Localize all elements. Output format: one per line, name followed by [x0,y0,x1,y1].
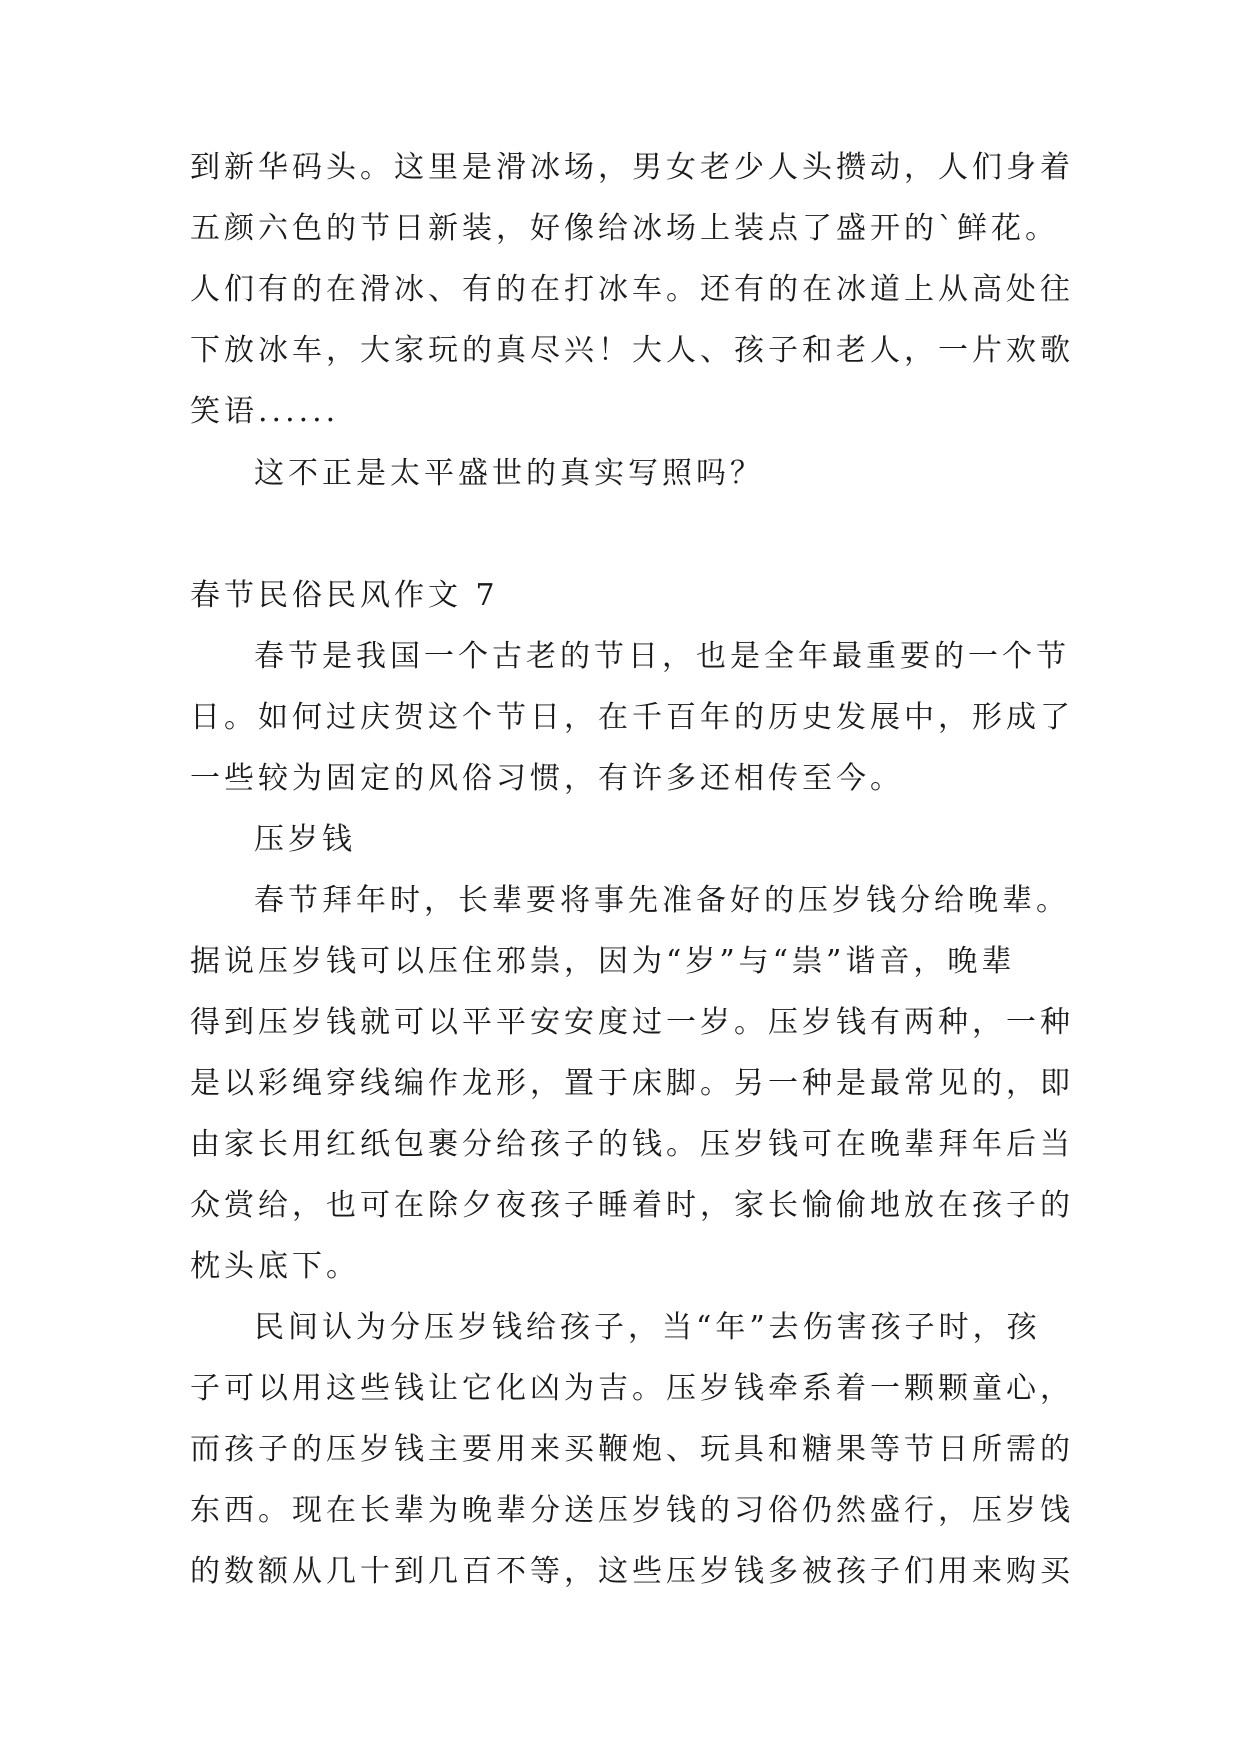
text-line: 子可以用这些钱让它化凶为吉。压岁钱牵系着一颗颗童心， [190,1371,1074,1406]
text-line: 的数额从几十到几百不等，这些压岁钱多被孩子们用来购买 [190,1554,1074,1589]
text-line: 日。如何过庆贺这个节日，在千百年的历史发展中，形成了 [190,700,1074,735]
section-heading: 春节民俗民风作文 7 [190,578,499,613]
text-line: 春节是我国一个古老的节日，也是全年最重要的一个节 [254,639,1070,674]
text-line: 笑语...... [190,394,340,429]
subheading: 压岁钱 [254,822,356,857]
text-line: 而孩子的压岁钱主要用来买鞭炮、玩具和糖果等节日所需的 [190,1432,1074,1467]
text-line: 春节拜年时，长辈要将事先准备好的压岁钱分给晚辈。 [254,883,1070,918]
text-line: 一些较为固定的风俗习惯，有许多还相传至今。 [190,761,904,796]
text-line: 东西。现在长辈为晚辈分送压岁钱的习俗仍然盛行，压岁饯 [190,1493,1074,1528]
text-line: 五颜六色的节日新装，好像给冰场上装点了盛开的`鲜花。 [190,211,1059,246]
text-line: 由家长用红纸包裹分给孩子的钱。压岁钱可在晚辈拜年后当 [190,1127,1074,1162]
text-line: 民间认为分压岁钱给孩子，当“年”去伤害孩子时，孩 [254,1310,1041,1345]
text-line: 据说压岁钱可以压住邪祟，因为“岁”与“祟”谐音，晚辈 [190,944,1016,979]
text-line: 下放冰车，大家玩的真尽兴！大人、孩子和老人，一片欢歌 [190,333,1074,368]
text-line: 众赏给，也可在除夕夜孩子睡着时，家长愉偷地放在孩子的 [190,1188,1074,1223]
text-line: 是以彩绳穿线编作龙形，置于床脚。另一种是最常见的，即 [190,1066,1074,1101]
text-line: 人们有的在滑冰、有的在打冰车。还有的在冰道上从高处往 [190,272,1074,307]
text-line: 这不正是太平盛世的真实写照吗？ [254,456,764,491]
text-line: 到新华码头。这里是滑冰场，男女老少人头攒动，人们身着 [190,150,1074,185]
text-line: 得到压岁钱就可以平平安安度过一岁。压岁钱有两种，一种 [190,1005,1074,1040]
text-line: 枕头底下。 [190,1249,360,1284]
